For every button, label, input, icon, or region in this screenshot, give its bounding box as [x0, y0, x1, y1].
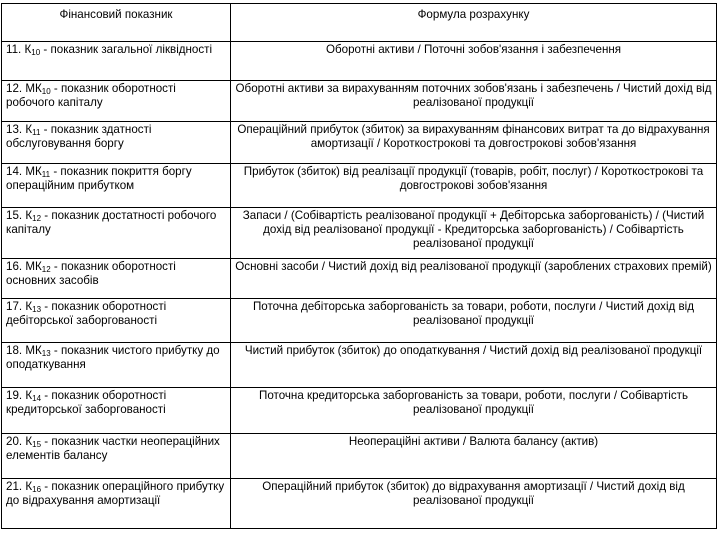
- table-row: [2, 164, 717, 208]
- indicator-code: [25, 209, 41, 222]
- indicator-code: [25, 480, 41, 493]
- indicator-code: [25, 344, 50, 357]
- table-row: [2, 208, 717, 259]
- indicator-number: 19.: [6, 389, 23, 402]
- indicator-code-letters: МК: [25, 260, 42, 273]
- indicator-description: - показник здатності обслуговування боргу: [6, 123, 152, 150]
- indicator-description: - показник операційного прибутку до відрахування амортизації: [6, 480, 225, 507]
- indicator-number: 11.: [6, 43, 22, 56]
- indicator-code-letters: К: [25, 389, 33, 402]
- table-header-row: [2, 4, 717, 42]
- indicator-description: - показник чистого прибутку до оподаткування: [6, 344, 220, 371]
- indicator-name-cell: [2, 81, 231, 122]
- formula-cell: Оборотні активи / Поточні зобов'язання і забезпечення: [231, 42, 717, 81]
- table-row: [2, 81, 717, 122]
- indicator-description: - показник оборотності робочого капіталу: [6, 82, 176, 109]
- indicator-code-letters: К: [25, 209, 33, 222]
- indicator-description: - показник оборотності кредиторської заборгованості: [6, 389, 167, 416]
- indicator-code-letters: МК: [25, 344, 42, 357]
- formula-cell: Запаси / (Собівартість реалізованої продукції + Дебіторська заборгованість) / (Чистий дохід від реалізованої продукції - Кредиторська заборгованість) / Собівартість реалізованої продукції: [231, 208, 717, 259]
- indicator-description: - показник частки неопераційних елементів балансу: [6, 435, 220, 462]
- indicator-name-cell: [2, 122, 231, 164]
- indicator-description: - показник покриття боргу операційним прибутком: [6, 165, 192, 192]
- indicator-code: [25, 389, 41, 402]
- table-row: [2, 388, 717, 434]
- table-body: [2, 42, 717, 529]
- indicator-number: 13.: [6, 123, 23, 136]
- table-row: [2, 479, 717, 529]
- indicator-description: - показник оборотності основних засобів: [6, 260, 176, 287]
- table-row: [2, 434, 717, 479]
- indicator-code-subscript: 15: [32, 440, 42, 449]
- indicator-code-subscript: 12: [32, 214, 42, 223]
- header-indicator: Фінансовий показник: [2, 4, 231, 42]
- formula-cell: Оборотні активи за вирахуванням поточних зобов'язань і забезпечень / Чистий дохід від реалізованої продукції: [231, 81, 717, 122]
- indicator-code-subscript: 11: [32, 128, 41, 137]
- formula-cell: Поточна кредиторська заборгованість за товари, роботи, послуги / Собівартість реалізованої продукції: [231, 388, 717, 434]
- formula-cell: Основні засоби / Чистий дохід від реалізованої продукції (зароблених страхових премій): [231, 259, 717, 299]
- indicator-code-letters: МК: [25, 165, 42, 178]
- indicator-code-subscript: 13: [41, 349, 51, 358]
- indicator-code-subscript: 10: [31, 48, 41, 57]
- indicator-number: 14.: [6, 165, 23, 178]
- formula-cell: Прибуток (збиток) від реалізації продукції (товарів, робіт, послуг) / Короткострокові та довгострокові зобов'язання: [231, 164, 717, 208]
- indicator-description: - показник оборотності дебіторської заборгованості: [6, 300, 167, 327]
- formula-cell: Поточна дебіторська заборгованість за товари, роботи, послуги / Чистий дохід від реалізованої продукції: [231, 299, 717, 343]
- table-row: [2, 122, 717, 164]
- indicator-number: 12.: [6, 82, 23, 95]
- indicator-number: 21.: [6, 480, 23, 493]
- indicator-number: 20.: [6, 435, 23, 448]
- header-formula: Формула розрахунку: [231, 4, 717, 42]
- table-row: [2, 343, 717, 388]
- indicator-code: [25, 165, 50, 178]
- indicator-code-subscript: 14: [32, 394, 42, 403]
- indicator-code-letters: К: [25, 123, 33, 136]
- indicator-code-letters: К: [25, 480, 33, 493]
- indicator-code-subscript: 10: [41, 87, 51, 96]
- formula-cell: Операційний прибуток (збиток) до відрахування амортизації / Чистий дохід від реалізованої продукції: [231, 479, 717, 529]
- indicator-code-letters: К: [25, 300, 33, 313]
- indicator-code-subscript: 13: [32, 305, 42, 314]
- indicator-code-subscript: 11: [41, 170, 51, 179]
- formula-cell: Операційний прибуток (збиток) за вирахуванням фінансових витрат та до відрахування амортизації / Короткострокові та довгострокові зобов'язання: [231, 122, 717, 164]
- indicator-code: [25, 82, 50, 95]
- indicator-name-cell: [2, 259, 231, 299]
- indicator-description: - показник достатності робочого капіталу: [6, 209, 217, 236]
- indicator-code: [25, 435, 41, 448]
- indicator-name-cell: [2, 164, 231, 208]
- formula-cell: Неопераційні активи / Валюта балансу (актив): [231, 434, 717, 479]
- indicator-code-subscript: 16: [32, 485, 42, 494]
- indicator-code-letters: МК: [25, 82, 42, 95]
- indicator-code-letters: К: [25, 435, 33, 448]
- indicators-table: [1, 3, 717, 529]
- table-row: [2, 299, 717, 343]
- formula-cell: Чистий прибуток (збиток) до оподаткування / Чистий дохід від реалізованої продукції: [231, 343, 717, 388]
- indicator-name-cell: [2, 299, 231, 343]
- indicator-name-cell: [2, 208, 231, 259]
- indicator-number: 18.: [6, 344, 23, 357]
- indicator-code: [25, 300, 41, 313]
- indicator-name-cell: [2, 479, 231, 529]
- table-row: [2, 42, 717, 81]
- indicator-code: [25, 123, 40, 136]
- indicator-name-cell: [2, 343, 231, 388]
- indicator-name-cell: [2, 42, 231, 81]
- indicator-number: 15.: [6, 209, 23, 222]
- table-row: [2, 259, 717, 299]
- indicator-name-cell: [2, 388, 231, 434]
- indicator-number: 16.: [6, 260, 23, 273]
- indicator-code: [25, 43, 41, 56]
- indicator-name-cell: [2, 434, 231, 479]
- indicator-code: [25, 260, 50, 273]
- indicator-code-subscript: 12: [41, 265, 51, 274]
- indicator-number: 17.: [6, 300, 23, 313]
- indicator-description: - показник загальної ліквідності: [40, 43, 213, 56]
- indicator-code-letters: К: [24, 43, 32, 56]
